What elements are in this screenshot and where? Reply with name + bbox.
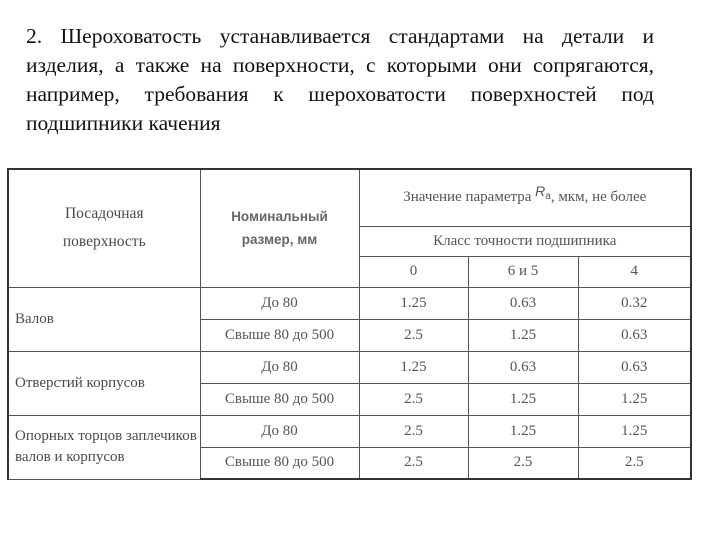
header-parameter (359, 169, 691, 226)
size-cell: Свыше 80 до 500 (200, 383, 359, 415)
value-cell: 2.5 (468, 447, 578, 479)
ra-symbol (535, 183, 551, 203)
header-class-6-5: 6 и 5 (468, 256, 578, 287)
value-cell: 1.25 (468, 383, 578, 415)
value-cell: 1.25 (359, 287, 468, 319)
value-cell: 2.5 (359, 383, 468, 415)
intro-paragraph: 2. Шероховатость устанавливается стандартами на детали и изделия, а также на поверхности, с которыми они сопрягаются, например, требования к шероховатости поверхностей под подшипники качения (26, 24, 654, 135)
value-cell: 1.25 (359, 351, 468, 383)
value-cell: 0.63 (468, 351, 578, 383)
value-cell: 0.63 (578, 319, 691, 351)
size-cell: До 80 (200, 415, 359, 447)
value-cell: 0.63 (578, 351, 691, 383)
value-cell: 1.25 (468, 319, 578, 351)
table-row (8, 415, 691, 447)
value-cell: 0.32 (578, 287, 691, 319)
table-row (8, 351, 691, 383)
roughness-table (7, 168, 692, 480)
header-bearing-class: Класс точности подшипника (359, 226, 691, 256)
surface-shoulder-faces: Опорных торцов заплечиков валов и корпусов (8, 415, 200, 479)
header-nominal-size (200, 169, 359, 287)
value-cell: 2.5 (359, 319, 468, 351)
surface-housing-bores: Отверстий корпусов (8, 351, 200, 415)
ra-symbol-subscript: a (545, 191, 551, 203)
value-cell: 2.5 (578, 447, 691, 479)
value-cell: 2.5 (359, 447, 468, 479)
table-row (8, 287, 691, 319)
header-class-4: 4 (578, 256, 691, 287)
surface-shafts: Валов (8, 287, 200, 351)
value-cell: 1.25 (468, 415, 578, 447)
size-cell: До 80 (200, 287, 359, 319)
value-cell: 2.5 (359, 415, 468, 447)
value-cell: 0.63 (468, 287, 578, 319)
size-cell: До 80 (200, 351, 359, 383)
header-surface-label: Посадочная поверхность (62, 205, 146, 251)
value-cell: 1.25 (578, 415, 691, 447)
header-surface (8, 169, 200, 287)
size-cell: Свыше 80 до 500 (200, 447, 359, 479)
header-class-0: 0 (359, 256, 468, 287)
header-parameter-after: , мкм, не более (550, 189, 647, 206)
header-nominal-size-label: Номинальный размер, мм (231, 209, 328, 248)
size-cell: Свыше 80 до 500 (200, 319, 359, 351)
header-parameter-before: Значение параметра (403, 189, 532, 206)
ra-symbol-letter: R (535, 183, 546, 200)
value-cell: 1.25 (578, 383, 691, 415)
